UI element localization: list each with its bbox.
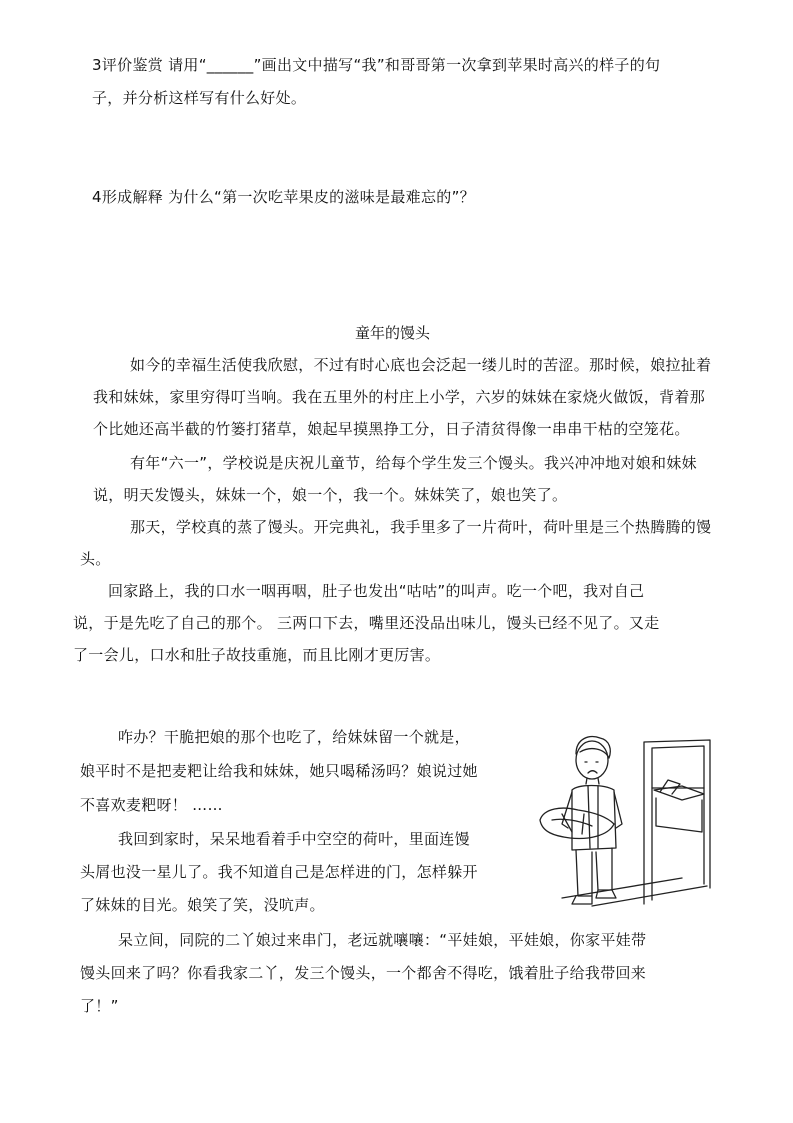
paragraph-6-line-1: 我回到家时，呆呆地看着手中空空的荷叶，里面连馒 (118, 830, 470, 848)
paragraph-5-line-1: 咋办？干脆把娘的那个也吃了，给妹妹留一个就是， (118, 728, 470, 746)
paragraph-1-line-3: 个比她还高半截的竹篓打猪草，娘起早摸黑挣工分，日子清贫得像一串串干枯的空笼花。 (93, 420, 690, 438)
paragraph-6-line-3: 了妹妹的目光。娘笑了笑，没吭声。 (80, 896, 325, 914)
paragraph-7-line-1: 呆立间，同院的二丫娘过来串门，老远就嚷嚷：“平娃娘，平娃娘，你家平娃带 (118, 931, 647, 949)
paragraph-1-line-1: 如今的幸福生活使我欣慰，不过有时心底也会泛起一缕儿时的苦涩。那时候，娘拉扯着 (130, 356, 712, 374)
question-3-line-1: 3评价鉴赏 请用“______”画出文中描写“我”和哥哥第一次拿到苹果时高兴的样子的句 (92, 56, 661, 74)
paragraph-7-line-3: 了！” (80, 997, 119, 1015)
paragraph-5-line-2: 娘平时不是把麦粑让给我和妹妹，她只喝稀汤吗？娘说过她 (80, 762, 478, 780)
paragraph-2-line-2: 说，明天发馒头，妹妹一个，娘一个，我一个。妹妹笑了，娘也笑了。 (93, 486, 568, 504)
boy-with-empty-leaf-illustration (532, 728, 712, 918)
paragraph-2-line-1: 有年“六一”，学校说是庆祝儿童节，给每个学生发三个馒头。我兴冲冲地对娘和妹妹 (130, 454, 697, 472)
paragraph-1-line-2: 我和妹妹，家里穷得叮当响。我在五里外的村庄上小学，六岁的妹妹在家烧火做饭，背着那 (93, 388, 706, 406)
paragraph-6-line-2: 头屑也没一星儿了。我不知道自己是怎样进的门，怎样躲开 (80, 863, 478, 881)
paragraph-4-line-3: 了一会儿，口水和肚子故技重施，而且比刚才更厉害。 (73, 646, 441, 664)
paragraph-5-line-3: 不喜欢麦粑呀！ …… (80, 796, 223, 814)
paragraph-4-line-2: 说，于是先吃了自己的那个。 三两口下去，嘴里还没品出味儿，馒头已经不见了。又走 (73, 614, 660, 632)
question-3-line-2: 子，并分析这样写有什么好处。 (92, 89, 307, 107)
paragraph-3-line-2: 头。 (80, 550, 111, 568)
question-4: 4形成解释 为什么“第一次吃苹果皮的滋味是最难忘的”？ (92, 188, 475, 206)
article-title: 童年的馒头 (355, 324, 431, 342)
paragraph-4-line-1: 回家路上，我的口水一咽再咽，肚子也发出“咕咕”的叫声。吃一个吧，我对自己 (108, 582, 645, 600)
paragraph-7-line-2: 馒头回来了吗？你看我家二丫，发三个馒头，一个都舍不得吃，饿着肚子给我带回来 (80, 964, 647, 982)
paragraph-3-line-1: 那天，学校真的蒸了馒头。开完典礼，我手里多了一片荷叶，荷叶里是三个热腾腾的馒 (130, 518, 712, 536)
